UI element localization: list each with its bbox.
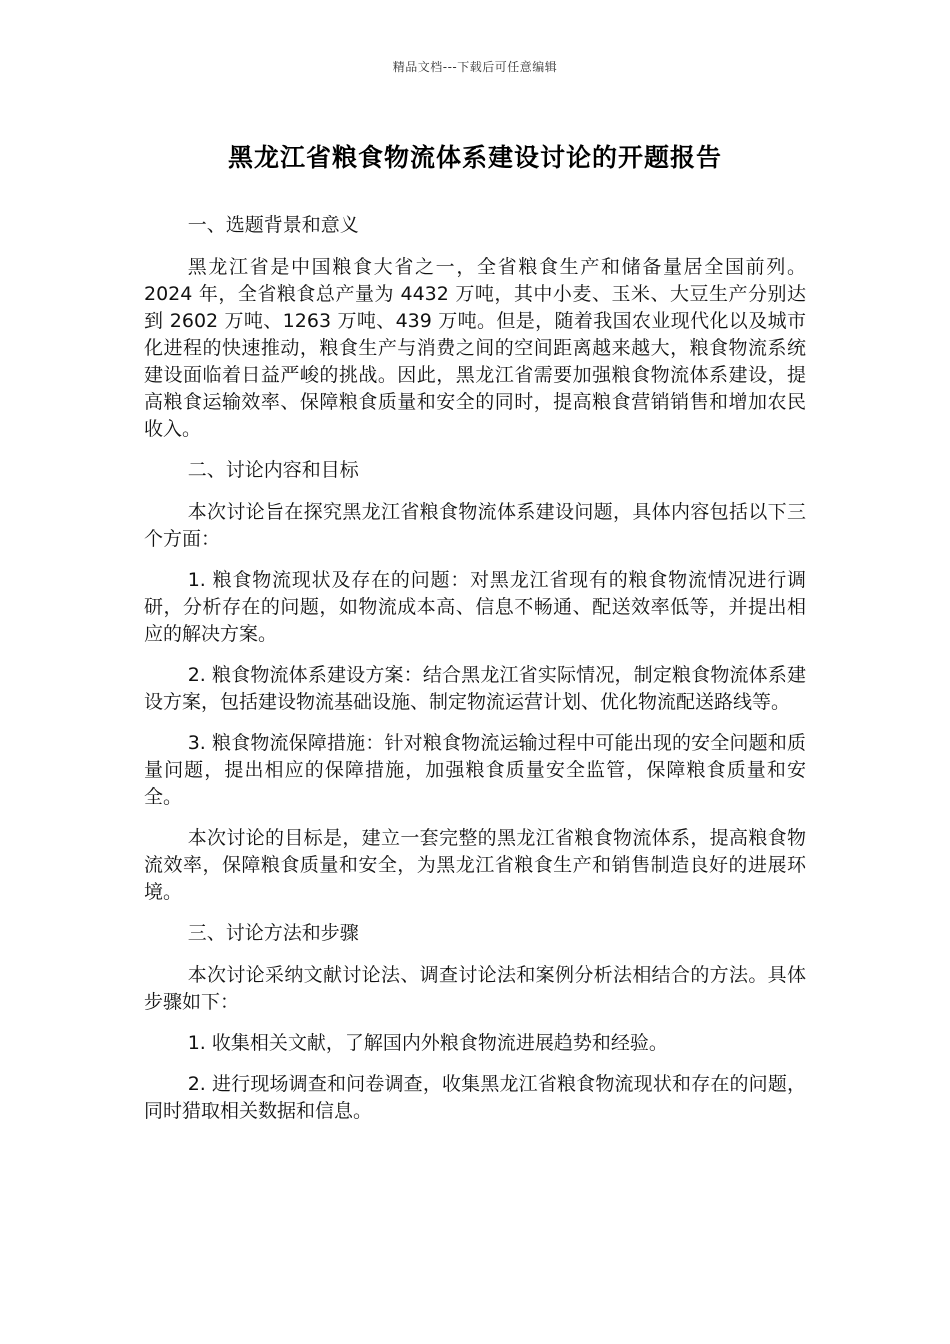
document-body — [144, 212, 806, 1139]
paragraph-goal: 本次讨论的目标是，建立一套完整的黑龙江省粮食物流体系，提高粮食物流效率，保障粮食质量和安全，为黑龙江省粮食生产和销售制造良好的进展环境。 — [144, 827, 806, 903]
paragraph-content-intro: 本次讨论旨在探究黑龙江省粮食物流体系建设问题，具体内容包括以下三个方面： — [144, 501, 806, 550]
section-heading-background: 一、选题背景和意义 — [187, 214, 359, 236]
list-item-safeguard-measures: 3. 粮食物流保障措施：针对粮食物流运输过程中可能出现的安全问题和质量问题，提出相应的保障措施，加强粮食质量安全监管，保障粮食质量和安全。 — [144, 732, 806, 808]
list-item-step-literature: 1. 收集相关文献，了解国内外粮食物流进展趋势和经验。 — [187, 1032, 668, 1054]
list-item-step-survey: 2. 进行现场调查和问卷调查，收集黑龙江省粮食物流现状和存在的问题，同时猎取相关数据和信息。 — [144, 1073, 806, 1122]
header-note: 精品文档---下载后可任意编辑 — [392, 60, 558, 74]
list-item-current-status: 1. 粮食物流现状及存在的问题：对黑龙江省现有的粮食物流情况进行调研，分析存在的问题，如物流成本高、信息不畅通、配送效率低等，并提出相应的解决方案。 — [144, 569, 806, 645]
list-item-construction-plan: 2. 粮食物流体系建设方案：结合黑龙江省实际情况，制定粮食物流体系建设方案，包括建设物流基础设施、制定物流运营计划、优化物流配送路线等。 — [144, 664, 806, 713]
paragraph-background: 黑龙江省是中国粮食大省之一，全省粮食生产和储备量居全国前列。2024 年，全省粮食总产量为 4432 万吨，其中小麦、玉米、大豆生产分别达到 2602 万吨、1263 万吨、439 万吨。但是，随着我国农业现代化以及城市化进程的快速推动，粮食生产与消费之间的空间距离越来越大，粮食物流系统建设面临着日益严峻的挑战。因此，黑龙江省需要加强粮食物流体系建设，提高粮食运输效率、保障粮食质量和安全的同时，提高粮食营销销售和增加农民收入。 — [144, 256, 806, 440]
section-heading-content-goals: 二、讨论内容和目标 — [187, 459, 359, 481]
paragraph-methods-intro: 本次讨论采纳文献讨论法、调查讨论法和案例分析法相结合的方法。具体步骤如下： — [144, 964, 806, 1013]
section-heading-methods: 三、讨论方法和步骤 — [187, 922, 359, 944]
document-title: 黑龙江省粮食物流体系建设讨论的开题报告 — [227, 143, 722, 172]
